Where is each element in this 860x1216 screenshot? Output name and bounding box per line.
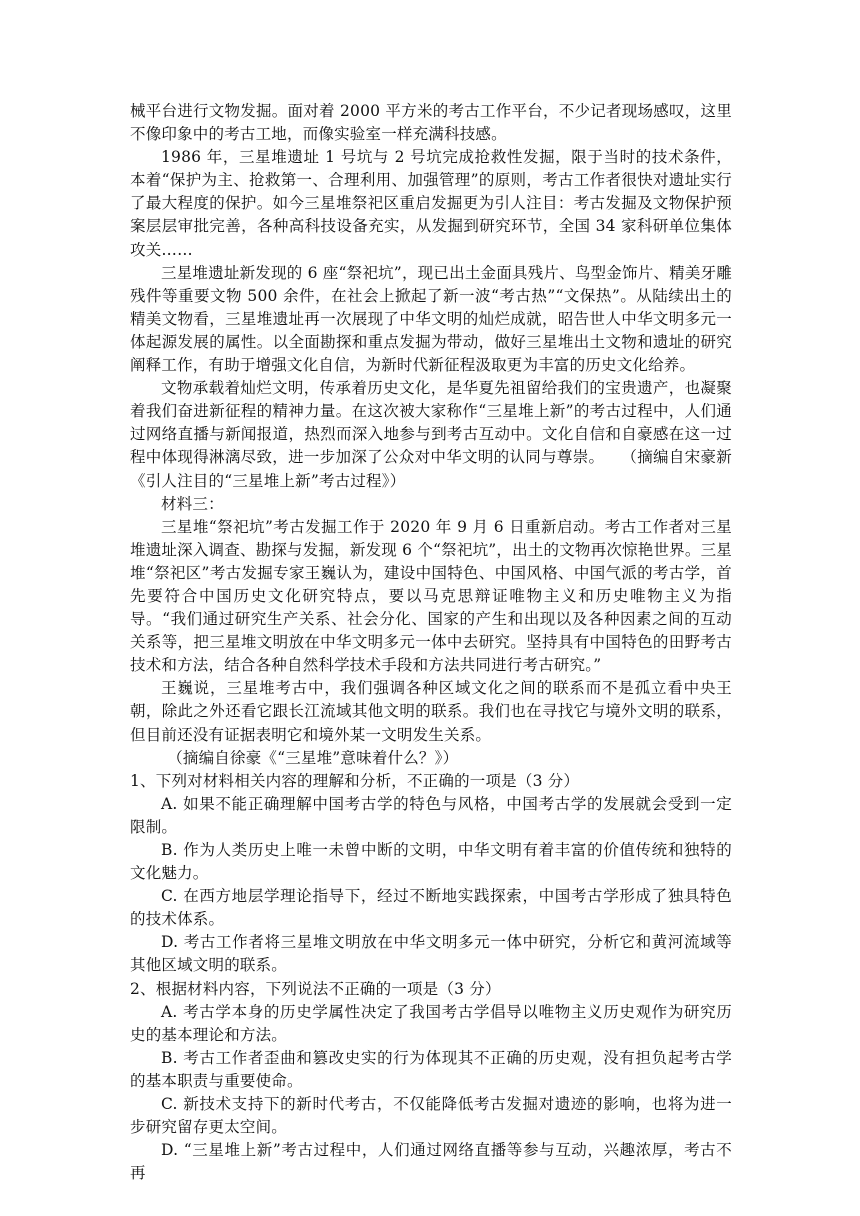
source-citation-3: （摘编自徐豪《“三星堆”意味着什么？》）: [167, 748, 459, 767]
question-1-option-b: B. 作为人类历史上唯一未曾中断的文明，中华文明有着丰富的价值传统和独特的文化魅力。: [130, 841, 732, 883]
paragraph-1986: 1986 年，三星堆遗址 1 号坑与 2 号坑完成抢救性发掘，限于当时的技术条件，本着“保护为主、抢救第一、合理利用、加强管理”的原则，考古工作者很快对遗址实行了最大程度的保护。如今三星堆祭祀区重启发掘更为引人注目：考古发掘及文物保护预案层层审批完善，各种高科技设备充实，从发掘到研究环节，全国 34 家科研单位集体攻关……: [130, 148, 732, 259]
paragraph-continued: 械平台进行文物发掘。面对着 2000 平方米的考古工作平台，不少记者现场感叹，这里不像印象中的考古工地，而像实验室一样充满科技感。: [130, 102, 732, 144]
question-2-option-d: D. “三星堆上新”考古过程中，人们通过网络直播等参与互动，兴趣浓厚，考古不再: [130, 1141, 732, 1183]
question-1-option-a: A. 如果不能正确理解中国考古学的特色与风格，中国考古学的发展就会受到一定限制。: [130, 794, 732, 836]
question-2-stem: 2、根据材料内容，下列说法不正确的一项是（3 分）: [130, 979, 501, 998]
question-2-option-c: C. 新技术支持下的新时代考古，不仅能降低考古发掘对遗迹的影响，也将为进一步研究留存更太空间。: [130, 1095, 732, 1137]
question-1-stem: 1、下列对材料相关内容的理解和分析，不正确的一项是（3 分）: [130, 771, 580, 790]
question-2-option-a: A. 考古学本身的历史学属性决定了我国考古学倡导以唯物主义历史观作为研究历史的基本理论和方法。: [130, 1002, 732, 1044]
question-1-option-c: C. 在西方地层学理论指导下，经过不断地实践探索，中国考古学形成了独具特色的技术体系。: [130, 887, 732, 929]
paragraph-material-3-1: 三星堆“祭祀坑”考古发掘工作于 2020 年 9 月 6 日重新启动。考古工作者对三星堆遗址深入调查、勘探与发掘，新发现 6 个“祭祀坑”，出土的文物再次惊艳世界。三星堆“祭祀区”考古发掘专家王巍认为，建设中国特色、中国风格、中国气派的考古学，首先要符合中国历史文化研究特点，要以马克思辩证唯物主义和历史唯物主义为指导。“我们通过研究生产关系、社会分化、国家的产生和出现以及各种因素之间的互动关系等，把三星堆文明放在中华文明多元一体中去研究。坚持具有中国特色的田野考古技术和方法，结合各种自然科学技术手段和方法共同进行考古研究。”: [130, 517, 732, 675]
paragraph-cultural-heritage: [130, 377, 732, 492]
question-2-option-b: B. 考古工作者歪曲和篡改史实的行为体现其不正确的历史观，没有担负起考古学的基本职责与重要使命。: [130, 1048, 732, 1090]
material-3-heading: 材料三：: [161, 494, 224, 513]
source-citation-2: （摘编自宋豪新《引人注目的“三星堆上新”考古过程》）: [130, 448, 732, 490]
paragraph-cultural-text: 文物承载着灿烂文明，传承着历史文化，是华夏先祖留给我们的宝贵遗产，也凝聚着我们奋进新征程的精神力量。在这次被大家称作“三星堆上新”的考古过程中，人们通过网络直播与新闻报道，热烈而深入地参与到考古互动中。文化自信和自豪感在这一过程中体现得淋漓尽致，进一步加深了公众对中华文明的认同与尊崇。: [130, 379, 732, 467]
paragraph-new-discovery: 三星堆遗址新发现的 6 座“祭祀坑”，现已出土金面具残片、鸟型金饰片、精美牙雕残件等重要文物 500 余件，在社会上掀起了新一波“考古热”“文保热”。从陆续出土的精美文物看，三星堆遗址再一次展现了中华文明的灿烂成就，昭告世人中华文明多元一体起源发展的属性。以全面勘探和重点发掘为带动，做好三星堆出土文物和遗址的研究阐释工作，有助于增强文化自信，为新时代新征程汲取更为丰富的历史文化给养。: [130, 263, 732, 375]
paragraph-material-3-2: 王巍说，三星堆考古中，我们强调各种区域文化之间的联系而不是孤立看中央王朝，除此之外还看它跟长江流域其他文明的联系。我们也在寻找它与境外文明的联系，但目前还没有证据表明它和境外某一文明发生关系。: [130, 679, 732, 744]
question-1-option-d: D. 考古工作者将三星堆文明放在中华文明多元一体中研究，分析它和黄河流域等其他区域文明的联系。: [130, 933, 732, 975]
document-body: [130, 100, 732, 1185]
